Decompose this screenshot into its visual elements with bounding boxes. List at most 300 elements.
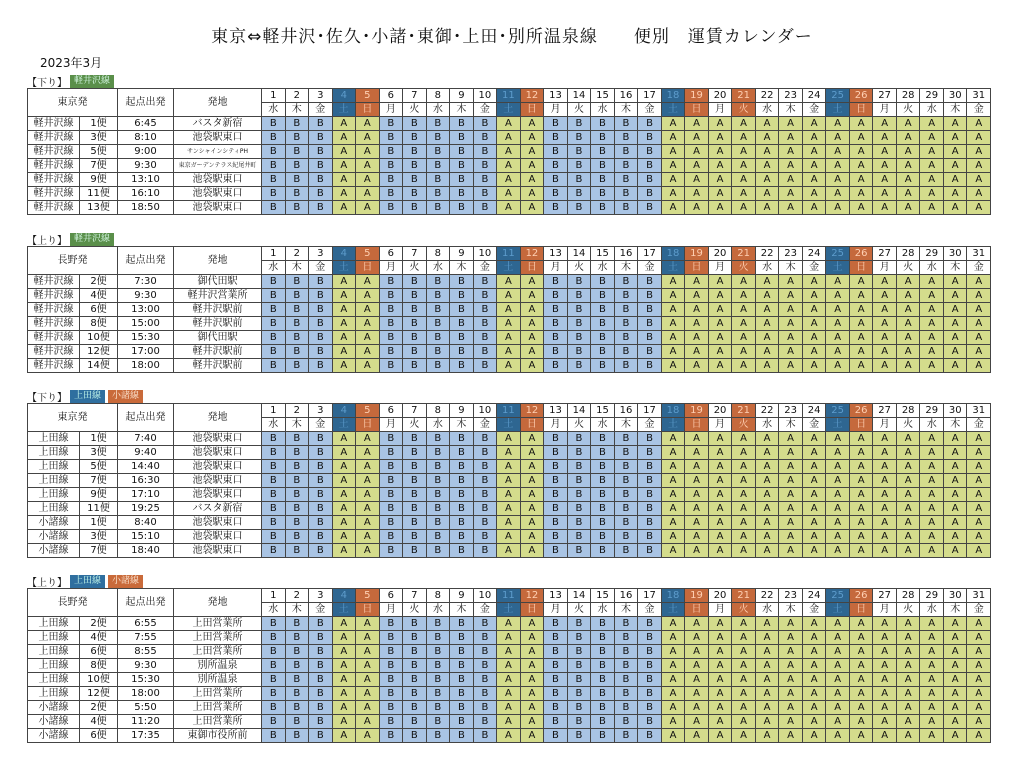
fare-cell: B xyxy=(403,446,427,460)
bin-number: 7便 xyxy=(80,474,118,488)
fare-cell: B xyxy=(379,530,403,544)
weekday: 火 xyxy=(403,261,427,275)
fare-cell: A xyxy=(943,460,967,474)
bin-number: 7便 xyxy=(80,159,118,173)
weekday: 金 xyxy=(309,261,333,275)
table-row xyxy=(28,187,991,201)
fare-cell: A xyxy=(896,673,920,687)
fare-cell: B xyxy=(638,502,662,516)
day-number: 20 xyxy=(708,89,732,103)
fare-cell: A xyxy=(826,645,850,659)
fare-cell: B xyxy=(591,131,615,145)
bin-number: 8便 xyxy=(80,659,118,673)
fare-cell: A xyxy=(520,145,544,159)
fare-cell: A xyxy=(873,446,897,460)
fare-cell: B xyxy=(591,331,615,345)
fare-cell: B xyxy=(638,544,662,558)
fare-cell: B xyxy=(426,701,450,715)
fare-cell: B xyxy=(262,201,286,215)
fare-cell: B xyxy=(450,317,474,331)
fare-cell: A xyxy=(732,659,756,673)
fare-cell: A xyxy=(732,201,756,215)
fare-cell: A xyxy=(708,687,732,701)
fare-cell: A xyxy=(896,729,920,743)
bin-number: 7便 xyxy=(80,544,118,558)
departure-place: 上田営業所 xyxy=(174,645,262,659)
direction-label: 【上り】 xyxy=(27,577,67,589)
day-number: 18 xyxy=(661,247,685,261)
weekday: 土 xyxy=(826,418,850,432)
fare-cell: A xyxy=(920,187,944,201)
fare-cell: A xyxy=(732,474,756,488)
weekday: 金 xyxy=(473,261,497,275)
fare-cell: A xyxy=(849,359,873,373)
fare-cell: B xyxy=(285,474,309,488)
fare-cell: A xyxy=(755,187,779,201)
fare-cell: B xyxy=(309,317,333,331)
fare-cell: A xyxy=(755,289,779,303)
fare-cell: B xyxy=(403,701,427,715)
fare-cell: A xyxy=(356,331,380,345)
fare-cell: B xyxy=(614,659,638,673)
fare-cell: B xyxy=(379,117,403,131)
fare-cell: B xyxy=(591,359,615,373)
fare-cell: A xyxy=(661,659,685,673)
fare-cell: B xyxy=(403,544,427,558)
fare-cell: A xyxy=(849,432,873,446)
fare-cell: A xyxy=(732,502,756,516)
fare-cell: B xyxy=(403,145,427,159)
fare-cell: B xyxy=(638,687,662,701)
fare-cell: B xyxy=(309,131,333,145)
day-number: 14 xyxy=(567,404,591,418)
weekday: 土 xyxy=(332,261,356,275)
fare-cell: B xyxy=(450,631,474,645)
fare-cell: A xyxy=(708,715,732,729)
departure-place: サンシャインシティPH xyxy=(174,145,262,159)
fare-cell: A xyxy=(849,303,873,317)
fare-cell: A xyxy=(755,530,779,544)
departure-place: バスタ新宿 xyxy=(174,117,262,131)
fare-table xyxy=(27,588,991,743)
bin-number: 1便 xyxy=(80,117,118,131)
weekday: 火 xyxy=(732,603,756,617)
fare-cell: A xyxy=(802,488,826,502)
fare-cell: B xyxy=(379,645,403,659)
table-row xyxy=(28,289,991,303)
origin-time-header: 起点出発 xyxy=(118,404,174,432)
fare-cell: B xyxy=(285,673,309,687)
fare-cell: B xyxy=(426,317,450,331)
weekday: 金 xyxy=(473,418,497,432)
departure-time: 5:50 xyxy=(118,701,174,715)
day-number: 13 xyxy=(544,404,568,418)
fare-cell: A xyxy=(802,201,826,215)
fare-cell: B xyxy=(473,687,497,701)
line-tag: 小諸線 xyxy=(108,575,143,588)
fare-cell: B xyxy=(379,131,403,145)
day-number: 10 xyxy=(473,404,497,418)
fare-cell: A xyxy=(849,659,873,673)
fare-cell: B xyxy=(614,617,638,631)
fare-cell: A xyxy=(332,460,356,474)
fare-cell: A xyxy=(826,289,850,303)
weekday: 木 xyxy=(779,103,803,117)
fare-cell: A xyxy=(520,617,544,631)
day-number: 9 xyxy=(450,89,474,103)
departure-place: 上田営業所 xyxy=(174,715,262,729)
fare-cell: B xyxy=(403,659,427,673)
fare-cell: B xyxy=(379,659,403,673)
fare-cell: B xyxy=(614,474,638,488)
fare-cell: A xyxy=(779,145,803,159)
fare-cell: A xyxy=(779,432,803,446)
fare-cell: A xyxy=(332,159,356,173)
weekday: 火 xyxy=(567,261,591,275)
direction-label: 【下り】 xyxy=(27,77,67,89)
fare-cell: B xyxy=(262,303,286,317)
fare-cell: A xyxy=(920,673,944,687)
line-name: 軽井沢線 xyxy=(28,187,80,201)
fare-cell: B xyxy=(379,631,403,645)
fare-cell: A xyxy=(520,359,544,373)
fare-cell: B xyxy=(309,187,333,201)
fare-cell: A xyxy=(779,331,803,345)
fare-cell: B xyxy=(638,645,662,659)
weekday: 日 xyxy=(356,261,380,275)
table-row xyxy=(28,631,991,645)
fare-cell: A xyxy=(849,345,873,359)
weekday: 水 xyxy=(755,603,779,617)
fare-cell: A xyxy=(873,631,897,645)
fare-cell: A xyxy=(896,631,920,645)
fare-cell: B xyxy=(309,331,333,345)
weekday: 火 xyxy=(403,418,427,432)
weekday: 木 xyxy=(779,418,803,432)
fare-cell: B xyxy=(638,303,662,317)
fare-cell: A xyxy=(943,474,967,488)
fare-cell: A xyxy=(943,275,967,289)
fare-cell: A xyxy=(356,474,380,488)
fare-cell: A xyxy=(967,289,991,303)
fare-table xyxy=(27,403,991,558)
day-number: 12 xyxy=(520,589,544,603)
fare-cell: A xyxy=(732,173,756,187)
fare-cell: B xyxy=(262,645,286,659)
line-tag: 軽井沢線 xyxy=(70,233,114,246)
section-heading xyxy=(27,574,991,588)
departure-place: 上田営業所 xyxy=(174,631,262,645)
fare-cell: A xyxy=(920,173,944,187)
fare-cell: A xyxy=(332,432,356,446)
fare-cell: A xyxy=(802,303,826,317)
fare-cell: B xyxy=(403,432,427,446)
fare-cell: B xyxy=(450,516,474,530)
fare-table xyxy=(27,88,991,215)
fare-cell: A xyxy=(332,544,356,558)
day-number: 13 xyxy=(544,89,568,103)
fare-cell: B xyxy=(285,289,309,303)
fare-cell: A xyxy=(708,317,732,331)
fare-cell: A xyxy=(755,673,779,687)
fare-cell: A xyxy=(661,687,685,701)
fare-cell: A xyxy=(520,432,544,446)
fare-cell: B xyxy=(544,432,568,446)
fare-cell: B xyxy=(403,275,427,289)
fare-cell: A xyxy=(779,530,803,544)
fare-cell: A xyxy=(685,729,709,743)
fare-cell: A xyxy=(896,303,920,317)
fare-cell: A xyxy=(943,502,967,516)
fare-cell: B xyxy=(544,701,568,715)
table-row xyxy=(28,303,991,317)
fare-cell: A xyxy=(896,359,920,373)
bin-number: 4便 xyxy=(80,715,118,729)
fare-cell: B xyxy=(473,673,497,687)
departure-place: 池袋駅東口 xyxy=(174,474,262,488)
fare-cell: B xyxy=(309,516,333,530)
fare-cell: B xyxy=(638,145,662,159)
day-number: 23 xyxy=(779,89,803,103)
fare-cell: A xyxy=(332,617,356,631)
fare-cell: B xyxy=(309,159,333,173)
fare-cell: B xyxy=(591,173,615,187)
fare-cell: B xyxy=(638,117,662,131)
fare-cell: B xyxy=(403,488,427,502)
fare-cell: A xyxy=(896,432,920,446)
fare-cell: B xyxy=(638,317,662,331)
bin-number: 8便 xyxy=(80,317,118,331)
day-number: 18 xyxy=(661,89,685,103)
fare-cell: B xyxy=(567,117,591,131)
weekday: 水 xyxy=(591,603,615,617)
fare-cell: A xyxy=(826,317,850,331)
fare-cell: B xyxy=(614,117,638,131)
day-number: 3 xyxy=(309,589,333,603)
fare-cell: A xyxy=(497,317,521,331)
fare-cell: A xyxy=(896,345,920,359)
line-name: 軽井沢線 xyxy=(28,289,80,303)
fare-cell: A xyxy=(661,359,685,373)
fare-cell: A xyxy=(732,159,756,173)
day-number: 1 xyxy=(262,404,286,418)
weekday: 木 xyxy=(614,418,638,432)
day-number: 27 xyxy=(873,404,897,418)
fare-cell: B xyxy=(262,474,286,488)
fare-cell: A xyxy=(661,317,685,331)
fare-cell: A xyxy=(708,729,732,743)
fare-cell: B xyxy=(591,659,615,673)
fare-cell: A xyxy=(802,159,826,173)
fare-cell: B xyxy=(262,317,286,331)
bin-number: 13便 xyxy=(80,201,118,215)
fare-cell: B xyxy=(309,659,333,673)
bin-number: 10便 xyxy=(80,331,118,345)
fare-cell: B xyxy=(403,173,427,187)
fare-cell: A xyxy=(708,617,732,631)
fare-cell: B xyxy=(567,131,591,145)
fare-cell: B xyxy=(285,544,309,558)
fare-cell: A xyxy=(967,173,991,187)
day-number: 23 xyxy=(779,247,803,261)
fare-cell: A xyxy=(685,359,709,373)
fare-cell: A xyxy=(356,729,380,743)
fare-cell: A xyxy=(779,289,803,303)
weekday: 土 xyxy=(497,261,521,275)
bin-number: 3便 xyxy=(80,131,118,145)
day-number: 27 xyxy=(873,589,897,603)
fare-cell: A xyxy=(849,117,873,131)
weekday: 日 xyxy=(356,103,380,117)
fare-cell: A xyxy=(873,687,897,701)
fare-cell: A xyxy=(896,617,920,631)
fare-cell: A xyxy=(802,432,826,446)
weekday: 月 xyxy=(379,103,403,117)
departure-place: 別所温泉 xyxy=(174,673,262,687)
fare-cell: A xyxy=(497,673,521,687)
weekday: 水 xyxy=(426,261,450,275)
fare-cell: A xyxy=(520,502,544,516)
fare-cell: A xyxy=(920,729,944,743)
table-row xyxy=(28,145,991,159)
fare-cell: B xyxy=(591,687,615,701)
day-number: 26 xyxy=(849,589,873,603)
fare-cell: A xyxy=(849,145,873,159)
line-name: 軽井沢線 xyxy=(28,359,80,373)
day-number: 21 xyxy=(732,247,756,261)
day-number: 7 xyxy=(403,89,427,103)
day-number: 20 xyxy=(708,247,732,261)
fare-cell: B xyxy=(567,359,591,373)
fare-cell: B xyxy=(379,432,403,446)
weekday: 水 xyxy=(262,603,286,617)
fare-cell: A xyxy=(873,701,897,715)
fare-cell: A xyxy=(332,173,356,187)
fare-cell: B xyxy=(544,729,568,743)
fare-cell: A xyxy=(520,173,544,187)
fare-cell: A xyxy=(802,289,826,303)
fare-cell: A xyxy=(920,131,944,145)
day-number: 28 xyxy=(896,589,920,603)
section-nobori-karuizawa xyxy=(27,232,991,373)
fare-cell: A xyxy=(920,359,944,373)
weekday: 木 xyxy=(285,261,309,275)
weekday: 日 xyxy=(520,603,544,617)
fare-cell: B xyxy=(426,502,450,516)
fare-cell: B xyxy=(567,331,591,345)
fare-cell: B xyxy=(544,345,568,359)
weekday: 土 xyxy=(497,103,521,117)
origin-header: 長野発 xyxy=(28,589,118,617)
weekday: 金 xyxy=(802,261,826,275)
fare-cell: A xyxy=(685,673,709,687)
line-name: 上田線 xyxy=(28,687,80,701)
fare-cell: B xyxy=(379,687,403,701)
fare-cell: B xyxy=(309,289,333,303)
bin-number: 14便 xyxy=(80,359,118,373)
fare-cell: B xyxy=(309,145,333,159)
day-number: 17 xyxy=(638,404,662,418)
fare-cell: A xyxy=(661,331,685,345)
day-number: 7 xyxy=(403,247,427,261)
fare-cell: B xyxy=(379,317,403,331)
fare-cell: A xyxy=(708,145,732,159)
day-number: 9 xyxy=(450,247,474,261)
fare-cell: A xyxy=(943,131,967,145)
fare-cell: A xyxy=(332,359,356,373)
day-number: 31 xyxy=(967,589,991,603)
fare-cell: B xyxy=(614,131,638,145)
dest-header: 発地 xyxy=(174,247,262,275)
origin-time-header: 起点出発 xyxy=(118,589,174,617)
day-number: 2 xyxy=(285,589,309,603)
fare-cell: B xyxy=(591,645,615,659)
departure-time: 9:30 xyxy=(118,659,174,673)
fare-cell: A xyxy=(732,187,756,201)
bin-number: 9便 xyxy=(80,488,118,502)
fare-cell: A xyxy=(520,715,544,729)
fare-cell: A xyxy=(896,131,920,145)
fare-cell: A xyxy=(732,289,756,303)
fare-cell: A xyxy=(920,715,944,729)
day-number: 6 xyxy=(379,589,403,603)
fare-cell: B xyxy=(614,173,638,187)
fare-cell: B xyxy=(285,516,309,530)
fare-cell: B xyxy=(285,715,309,729)
fare-cell: A xyxy=(497,201,521,215)
fare-cell: B xyxy=(379,145,403,159)
fare-cell: A xyxy=(920,502,944,516)
fare-cell: A xyxy=(967,331,991,345)
fare-cell: A xyxy=(920,446,944,460)
fare-cell: A xyxy=(920,530,944,544)
day-number: 2 xyxy=(285,404,309,418)
fare-cell: A xyxy=(497,474,521,488)
fare-cell: B xyxy=(544,631,568,645)
fare-cell: A xyxy=(802,460,826,474)
day-number: 14 xyxy=(567,589,591,603)
fare-cell: B xyxy=(403,460,427,474)
fare-cell: A xyxy=(520,317,544,331)
fare-cell: B xyxy=(262,359,286,373)
fare-cell: A xyxy=(920,645,944,659)
fare-cell: B xyxy=(309,303,333,317)
fare-cell: A xyxy=(779,446,803,460)
fare-cell: A xyxy=(849,530,873,544)
weekday: 火 xyxy=(567,103,591,117)
fare-cell: A xyxy=(920,460,944,474)
day-number: 29 xyxy=(920,404,944,418)
fare-cell: B xyxy=(567,673,591,687)
fare-cell: A xyxy=(943,701,967,715)
departure-place: 別所温泉 xyxy=(174,659,262,673)
fare-cell: B xyxy=(614,687,638,701)
fare-cell: B xyxy=(591,502,615,516)
fare-cell: B xyxy=(567,659,591,673)
fare-cell: A xyxy=(332,516,356,530)
departure-place: 御代田駅 xyxy=(174,331,262,345)
fare-cell: B xyxy=(426,488,450,502)
departure-place: 池袋駅東口 xyxy=(174,516,262,530)
fare-cell: A xyxy=(661,159,685,173)
fare-cell: A xyxy=(332,530,356,544)
fare-cell: B xyxy=(591,187,615,201)
fare-cell: A xyxy=(661,729,685,743)
fare-cell: B xyxy=(544,488,568,502)
fare-cell: A xyxy=(967,701,991,715)
fare-cell: B xyxy=(450,303,474,317)
departure-time: 17:10 xyxy=(118,488,174,502)
